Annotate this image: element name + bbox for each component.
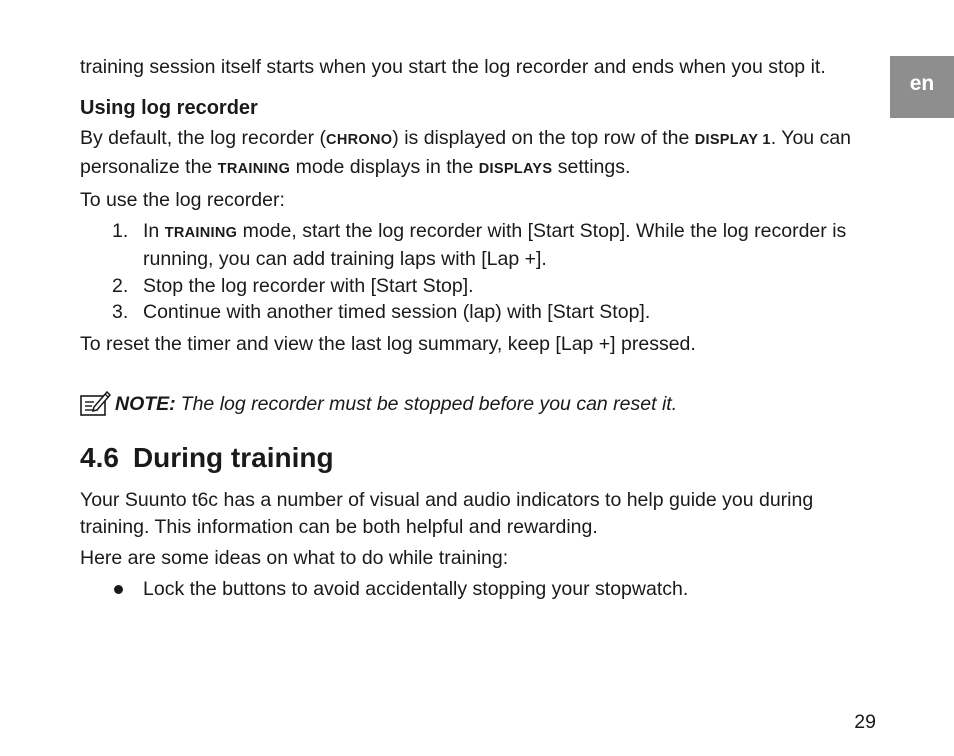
- section-paragraph: Your Suunto t6c has a number of visual and audio indicators to help guide you during training. This information can be both helpful and rewarding.: [80, 489, 814, 538]
- list-item: [80, 299, 880, 326]
- text: mode, start the log recorder with [Start Stop]. While the log recorder is running, you can add training laps with [Lap +].: [143, 219, 847, 270]
- language-tab: en: [890, 56, 954, 118]
- displays-label: DISPLAYS: [478, 160, 553, 177]
- step-number: 1.: [112, 219, 129, 242]
- reset-paragraph: To reset the timer and view the last log summary, keep [Lap +] pressed.: [80, 332, 696, 355]
- default-paragraph: [80, 125, 880, 182]
- note-box: [80, 389, 880, 417]
- ideas-paragraph: Here are some ideas on what to do while training:: [80, 547, 509, 569]
- list-item: [80, 576, 880, 603]
- page-body: [80, 54, 880, 602]
- section-title: During training: [132, 442, 334, 473]
- list-item: [80, 218, 880, 273]
- intro-paragraph: training session itself starts when you start the log recorder and ends when you stop it.: [80, 56, 826, 78]
- text: Stop the log recorder with [Start Stop].: [143, 274, 474, 297]
- subsection-title: Using log recorder: [80, 96, 258, 119]
- list-item: [80, 273, 880, 300]
- text: mode displays in the: [290, 155, 479, 178]
- training-label: TRAINING: [217, 160, 291, 177]
- section-number: 4.6: [80, 442, 119, 473]
- bullet-icon: [114, 585, 123, 594]
- note-pencil-icon: [80, 389, 112, 417]
- text: . You can personalize the: [80, 127, 852, 178]
- to-use-paragraph: To use the log recorder:: [80, 189, 285, 211]
- ideas-list: [80, 576, 880, 603]
- note-label: NOTE:: [115, 392, 176, 415]
- text: Lock the buttons to avoid accidentally stopping your stopwatch.: [143, 577, 689, 600]
- step-number: 3.: [112, 301, 129, 323]
- text: Continue with another timed session (lap) with [Start Stop].: [143, 301, 651, 323]
- text: By default, the log recorder (: [80, 127, 327, 149]
- text: settings.: [552, 155, 631, 178]
- text: ) is displayed on the top row of the: [392, 127, 695, 149]
- display1-label: DISPLAY 1: [694, 132, 771, 148]
- steps-list: [80, 218, 880, 326]
- note-text: The log recorder must be stopped before you can reset it.: [180, 392, 678, 415]
- training-label: TRAINING: [164, 224, 238, 241]
- chrono-label: CHRONO: [326, 132, 393, 148]
- page-number: 29: [854, 711, 876, 733]
- step-number: 2.: [112, 274, 129, 297]
- section-heading: [80, 441, 880, 475]
- text: In: [143, 219, 165, 242]
